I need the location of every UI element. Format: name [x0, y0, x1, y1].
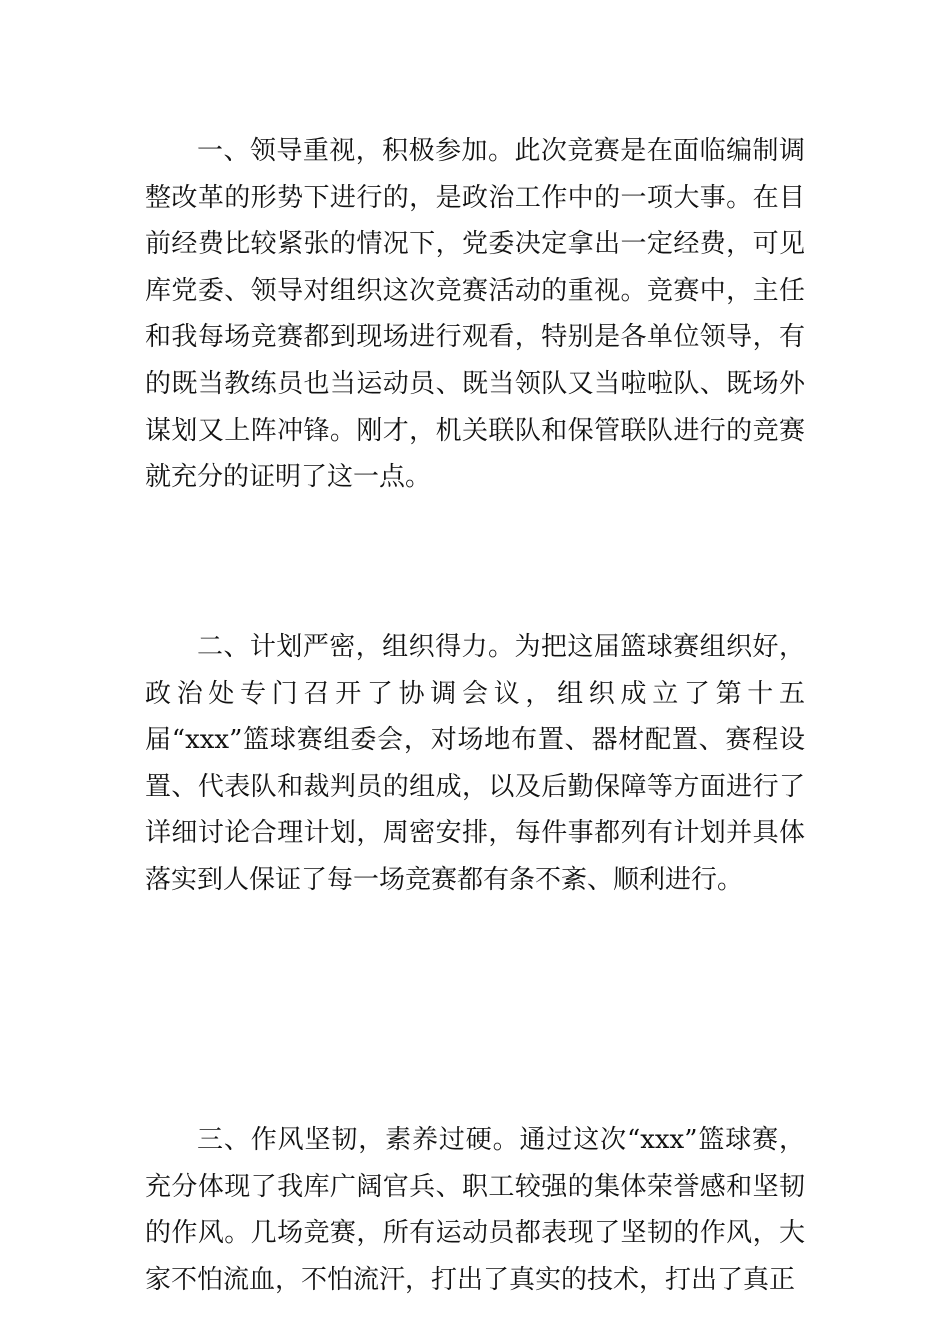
- paragraph-style: 三、作风坚韧，素养过硬。通过这次“xxx”篮球赛，充分体现了我库广阔官兵、职工较强的集体荣誉感和坚韧的作风。几场竞赛，所有运动员都表现了坚韧的作风，大家不怕流血，不怕流汗，打出了真实的技术，打出了真正: [145, 1125, 805, 1295]
- paragraph-leadership: 一、领导重视，积极参加。此次竞赛是在面临编制调整改革的形势下进行的，是政治工作中的一项大事。在目前经费比较紧张的情况下，党委决定拿出一定经费，可见库党委、领导对组织这次竞赛活动的重视。竞赛中，主任和我每场竞赛都到现场进行观看，特别是各单位领导，有的既当教练员也当运动员、既当领队又当啦啦队、既场外谋划又上阵冲锋。刚才，机关联队和保管联队进行的竞赛就充分的证明了这一点。: [145, 136, 805, 493]
- paragraph-planning: 二、计划严密，组织得力。为把这届篮球赛组织好，政治处专门召开了协调会议，组织成立了第十五届“xxx”篮球赛组委会，对场地布置、器材配置、赛程设置、代表队和裁判员的组成，以及后勤保障等方面进行了详细讨论合理计划，周密安排，每件事都列有计划并具体落实到人保证了每一场竞赛都有条不紊、顺利进行。: [145, 632, 805, 895]
